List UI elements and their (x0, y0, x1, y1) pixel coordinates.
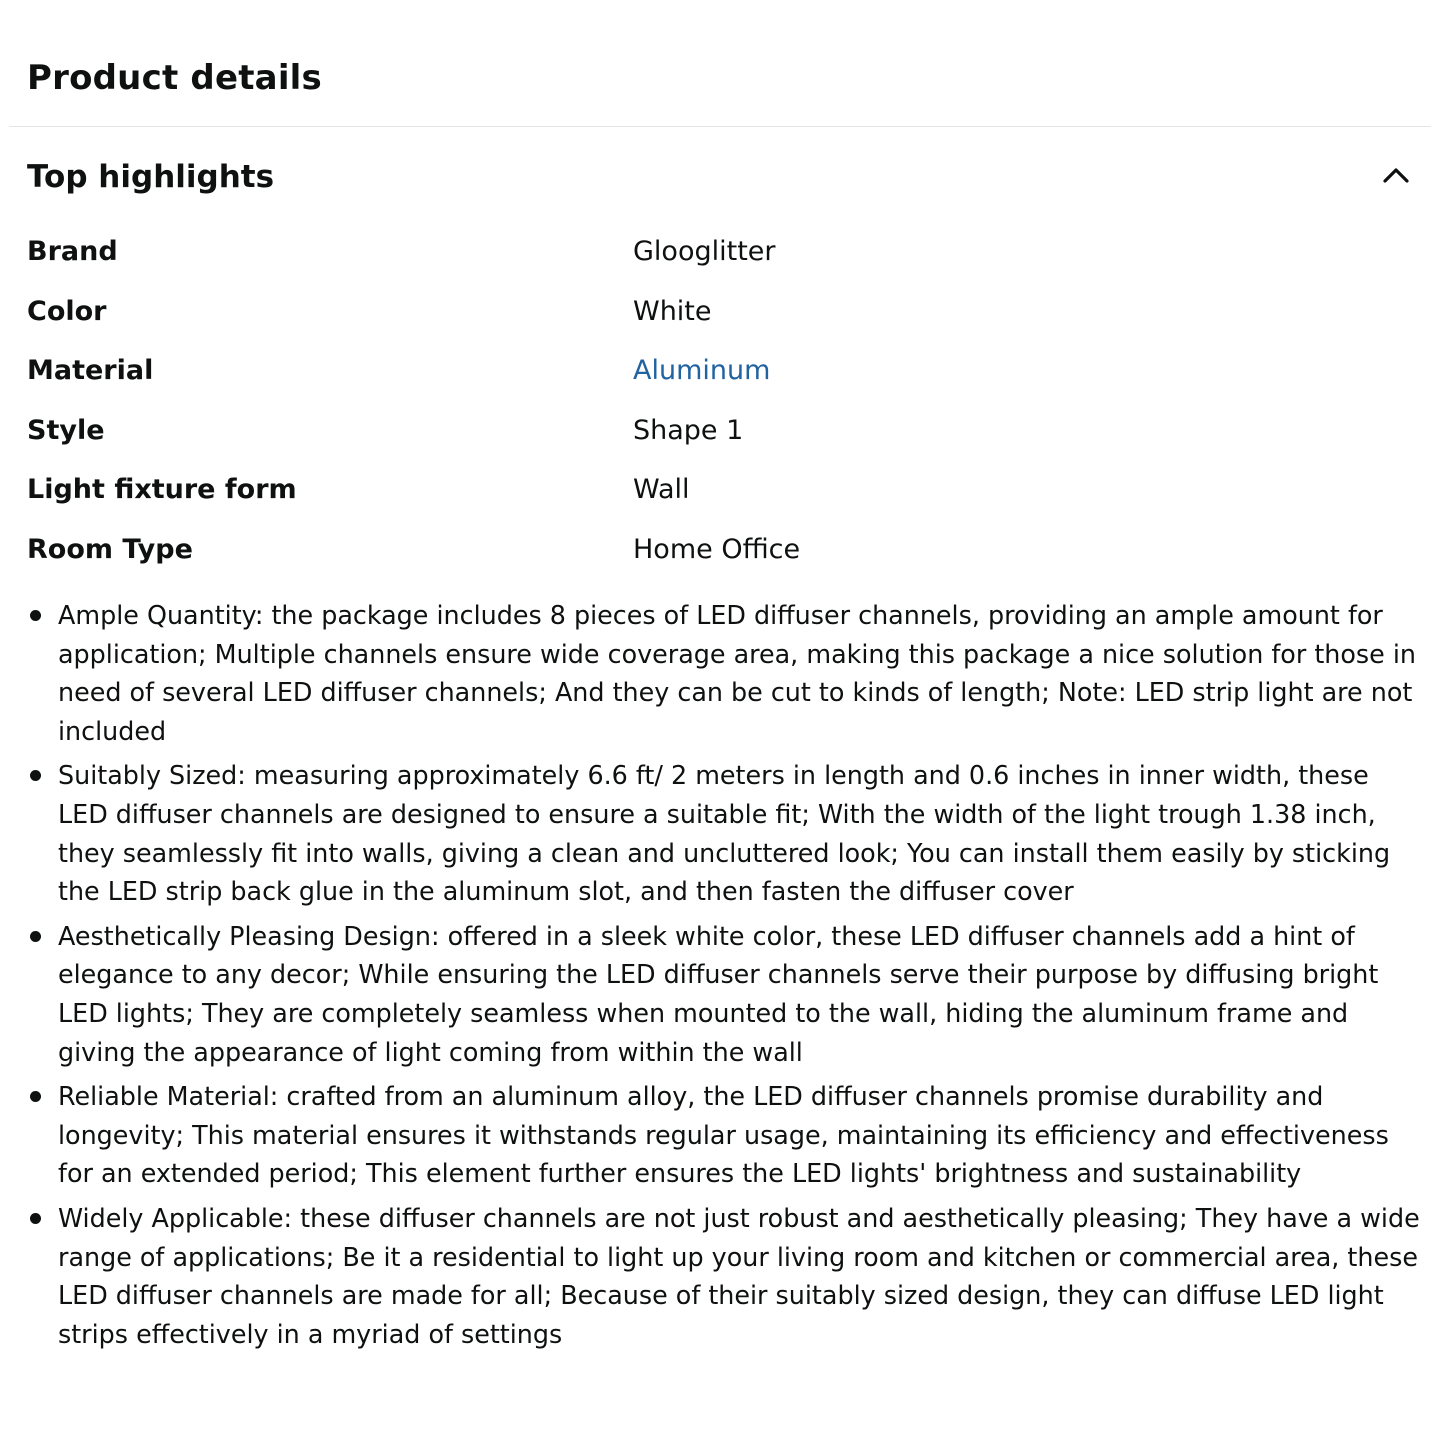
attribute-label: Material (27, 355, 154, 386)
attribute-row (27, 523, 1413, 583)
list-item (0, 1199, 1420, 1353)
list-item (0, 756, 1420, 910)
divider (9, 126, 1431, 127)
section-title: Top highlights (27, 159, 275, 195)
bullet-text: Widely Applicable: these diffuser channels are not just robust and aesthetically pleasing; They have a wide range of applications; Be it a residential to light up your living room and kitchen or commercial area, these LED diffuser channels are made for all; Because of their suitably sized design, they can diffuse LED light strips effectively in a myriad of settings (58, 1202, 1420, 1349)
attribute-row (27, 344, 1413, 404)
attribute-value: Home Office (633, 533, 801, 565)
bullet-icon (30, 1213, 41, 1224)
chevron-up-icon[interactable] (1379, 158, 1413, 192)
bullet-icon (30, 610, 41, 621)
attribute-row (27, 225, 1413, 285)
top-highlights-toggle[interactable] (27, 152, 1413, 204)
attribute-label: Light fixture form (27, 474, 297, 505)
attribute-row (27, 285, 1413, 345)
list-item (0, 1077, 1420, 1193)
list-item (0, 917, 1420, 1071)
bullet-text: Suitably Sized: measuring approximately 6.6 ft/ 2 meters in length and 0.6 inches in inner width, these LED diffuser channels are designed to ensure a suitable fit; With the width of the light trough 1.38 inch, they seamlessly fit into walls, giving a clean and uncluttered look; You can install them easily by sticking the LED strip back glue in the aluminum slot, and then fasten the diffuser cover (58, 760, 1391, 907)
bullet-text: Ample Quantity: the package includes 8 pieces of LED diffuser channels, providing an ample amount for application; Multiple channels ensure wide coverage area, making this package a nice solution for those in need of several LED diffuser channels; And they can be cut to kinds of length; Note: LED strip light are not included (58, 600, 1417, 746)
attribute-label: Style (27, 414, 105, 446)
attribute-value: White (633, 295, 712, 327)
bullet-text: Reliable Material: crafted from an aluminum alloy, the LED diffuser channels promise durability and longevity; This material ensures it withstands regular usage, maintaining its efficiency and effectiveness for an extended period; This element further ensures the LED lights' brightness and sustainability (58, 1081, 1389, 1189)
bullet-text: Aesthetically Pleasing Design: offered in a sleek white color, these LED diffuser channels add a hint of elegance to any decor; While ensuring the LED diffuser channels serve their purpose by diffusing bright LED lights; They are completely seamless when mounted to the wall, hiding the aluminum frame and giving the appearance of light coming from within the wall (58, 920, 1379, 1067)
material-link[interactable]: Aluminum (633, 355, 771, 386)
attribute-value: Wall (633, 474, 690, 505)
attribute-row (27, 463, 1413, 523)
attribute-label: Color (27, 295, 107, 327)
attributes-table (27, 225, 1413, 582)
attribute-label: Brand (27, 236, 118, 267)
page-title: Product details (27, 58, 322, 98)
attribute-value: Glooglitter (633, 236, 776, 267)
highlights-list (0, 596, 1420, 1359)
bullet-icon (30, 1091, 41, 1102)
attribute-label: Room Type (27, 533, 193, 565)
bullet-icon (30, 931, 41, 942)
bullet-icon (30, 770, 41, 781)
attribute-row (27, 404, 1413, 464)
list-item (0, 596, 1420, 750)
attribute-value: Shape 1 (633, 414, 744, 446)
